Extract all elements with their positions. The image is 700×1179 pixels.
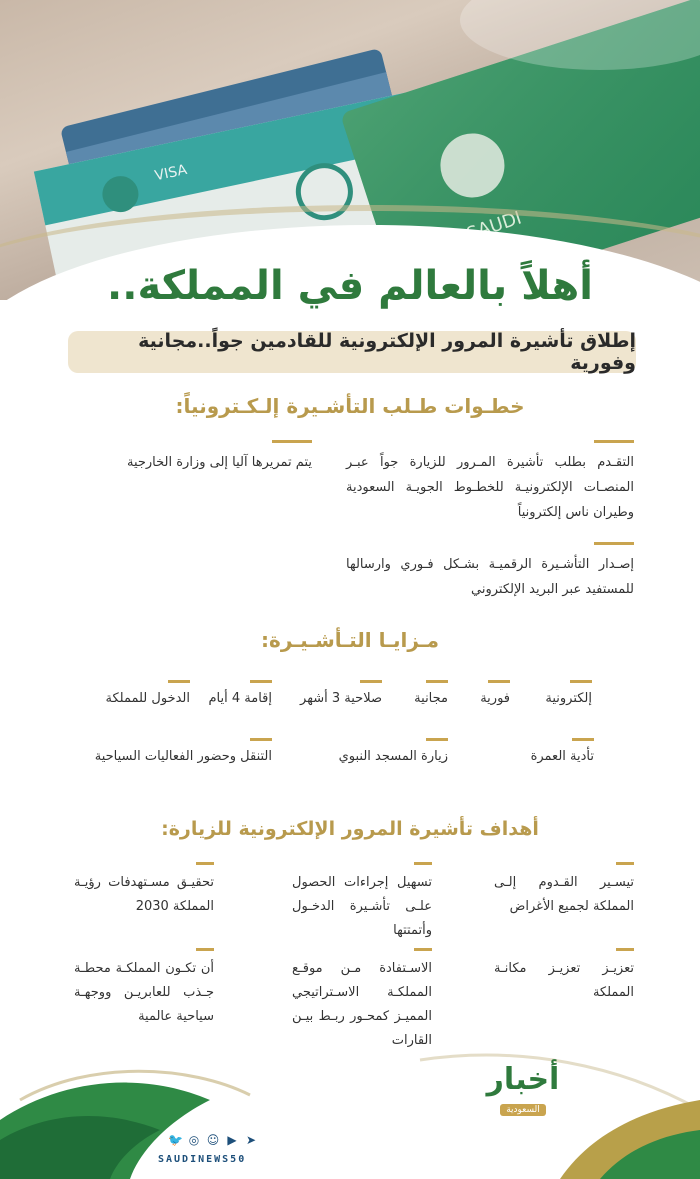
footer-decoration xyxy=(0,1040,700,1179)
logo-subtitle: السعودية xyxy=(500,1104,546,1116)
goal-text: تسهيل إجراءات الحصول علـى تأشـيرة الدخـول وأتمتتها xyxy=(292,875,432,938)
feature-item xyxy=(480,680,510,706)
subtitle-text: إطلاق تأشيرة المرور الإلكترونية للقادمين جواً..مجانية وفورية xyxy=(138,330,636,374)
step-3-dash xyxy=(594,542,634,545)
step-3-text: إصـدار التأشـيرة الرقميـة بشـكل فـوري وارسالها للمستفيد عبر البريد الإلكتروني xyxy=(346,557,634,597)
feature-item xyxy=(414,680,448,706)
steps-title: خطـوات طـلب التأشـيرة إلـكـترونياً: xyxy=(175,394,525,418)
goal-dash xyxy=(616,948,634,951)
feature-label: الدخول للمملكة xyxy=(105,691,190,706)
goal-item xyxy=(74,862,214,919)
feature-label: إلكترونية xyxy=(545,691,592,706)
step-1 xyxy=(346,440,634,525)
step-3 xyxy=(346,542,634,602)
feature-label: فورية xyxy=(480,691,510,706)
footer-waves xyxy=(0,1040,700,1179)
feature-label: صلاحية 3 أشهر xyxy=(300,691,382,706)
goal-text: تحقيـق مسـتهدفات رؤيـة المملكة 2030 xyxy=(74,875,214,914)
feature-item xyxy=(300,680,382,706)
goals-title: أهداف تأشيرة المرور الإلكترونية للزيارة: xyxy=(161,818,539,840)
feature-label: زيارة المسجد النبوي xyxy=(338,749,448,764)
feature-item xyxy=(95,738,272,764)
goal-item xyxy=(494,948,634,1005)
goal-text: الاسـتفادة مـن موقـع المملكـة الاسـتراتيجي المميـز كمحـور ربـط بيـن القارات xyxy=(292,961,432,1048)
step-1-dash xyxy=(594,440,634,443)
feature-dash xyxy=(426,738,448,741)
features-title: مـزايـا التـأشـيـرة: xyxy=(261,628,439,652)
feature-dash xyxy=(426,680,448,683)
feature-dash xyxy=(168,680,190,683)
goal-dash xyxy=(196,948,214,951)
goal-text: أن تكـون المملكـة محطـة جـذب للعابريـن ووجهـة سياحية عالمية xyxy=(74,961,214,1024)
goal-dash xyxy=(616,862,634,865)
feature-label: التنقل وحضور الفعاليات السياحية xyxy=(94,749,272,764)
step-1-text: التقـدم بطلب تأشيرة المـرور للزيارة جواً عبـر المنصـات الإلكترونيـة للخطـوط الجويـة السعودية وطيران ناس إلكترونياً xyxy=(346,455,634,520)
feature-dash xyxy=(250,738,272,741)
feature-dash xyxy=(250,680,272,683)
social-icons xyxy=(168,1133,258,1147)
instagram-icon[interactable]: ◎ xyxy=(188,1133,200,1147)
step-2-dash xyxy=(272,440,312,443)
step-2-text: يتم تمريرها آليا إلى وزارة الخارجية xyxy=(126,455,312,470)
feature-dash xyxy=(360,680,382,683)
feature-dash xyxy=(488,680,510,683)
feature-label: مجانية xyxy=(414,691,448,706)
feature-item xyxy=(208,680,272,706)
feature-label: إقامة 4 أيام xyxy=(208,691,272,706)
twitter-icon[interactable]: 🐦 xyxy=(168,1133,183,1147)
visa-label: VISA xyxy=(153,161,189,185)
telegram-icon[interactable]: ➤ xyxy=(245,1133,257,1147)
feature-item xyxy=(339,738,448,764)
feature-dash xyxy=(572,738,594,741)
feature-item xyxy=(545,680,592,706)
goal-item xyxy=(74,948,214,1029)
feature-dash xyxy=(570,680,592,683)
goal-item xyxy=(292,948,432,1053)
goal-text: تعزيـز تعزيـز مكانـة المملكة xyxy=(494,961,634,1000)
goal-dash xyxy=(196,862,214,865)
page-title: أهلاً بالعالم في المملكة.. xyxy=(107,263,593,309)
feature-item xyxy=(531,738,594,764)
logo-word: أخبار xyxy=(486,1062,560,1097)
step-2 xyxy=(82,440,312,475)
social-handle[interactable]: SAUDINEWS50 xyxy=(158,1154,247,1165)
feature-label: تأدية العمرة xyxy=(530,749,594,764)
goal-dash xyxy=(414,862,432,865)
snapchat-icon[interactable]: ☺ xyxy=(206,1133,220,1147)
youtube-icon[interactable]: ▶ xyxy=(227,1133,237,1147)
goal-text: تيسـير القـدوم إلـى المملكة لجميع الأغراض xyxy=(494,875,634,914)
akhbar-logo xyxy=(478,1063,568,1116)
subtitle-banner xyxy=(68,331,636,373)
feature-item xyxy=(106,680,190,706)
hero-photo xyxy=(0,0,700,300)
goal-item xyxy=(292,862,432,943)
goal-dash xyxy=(414,948,432,951)
goal-item xyxy=(494,862,634,919)
